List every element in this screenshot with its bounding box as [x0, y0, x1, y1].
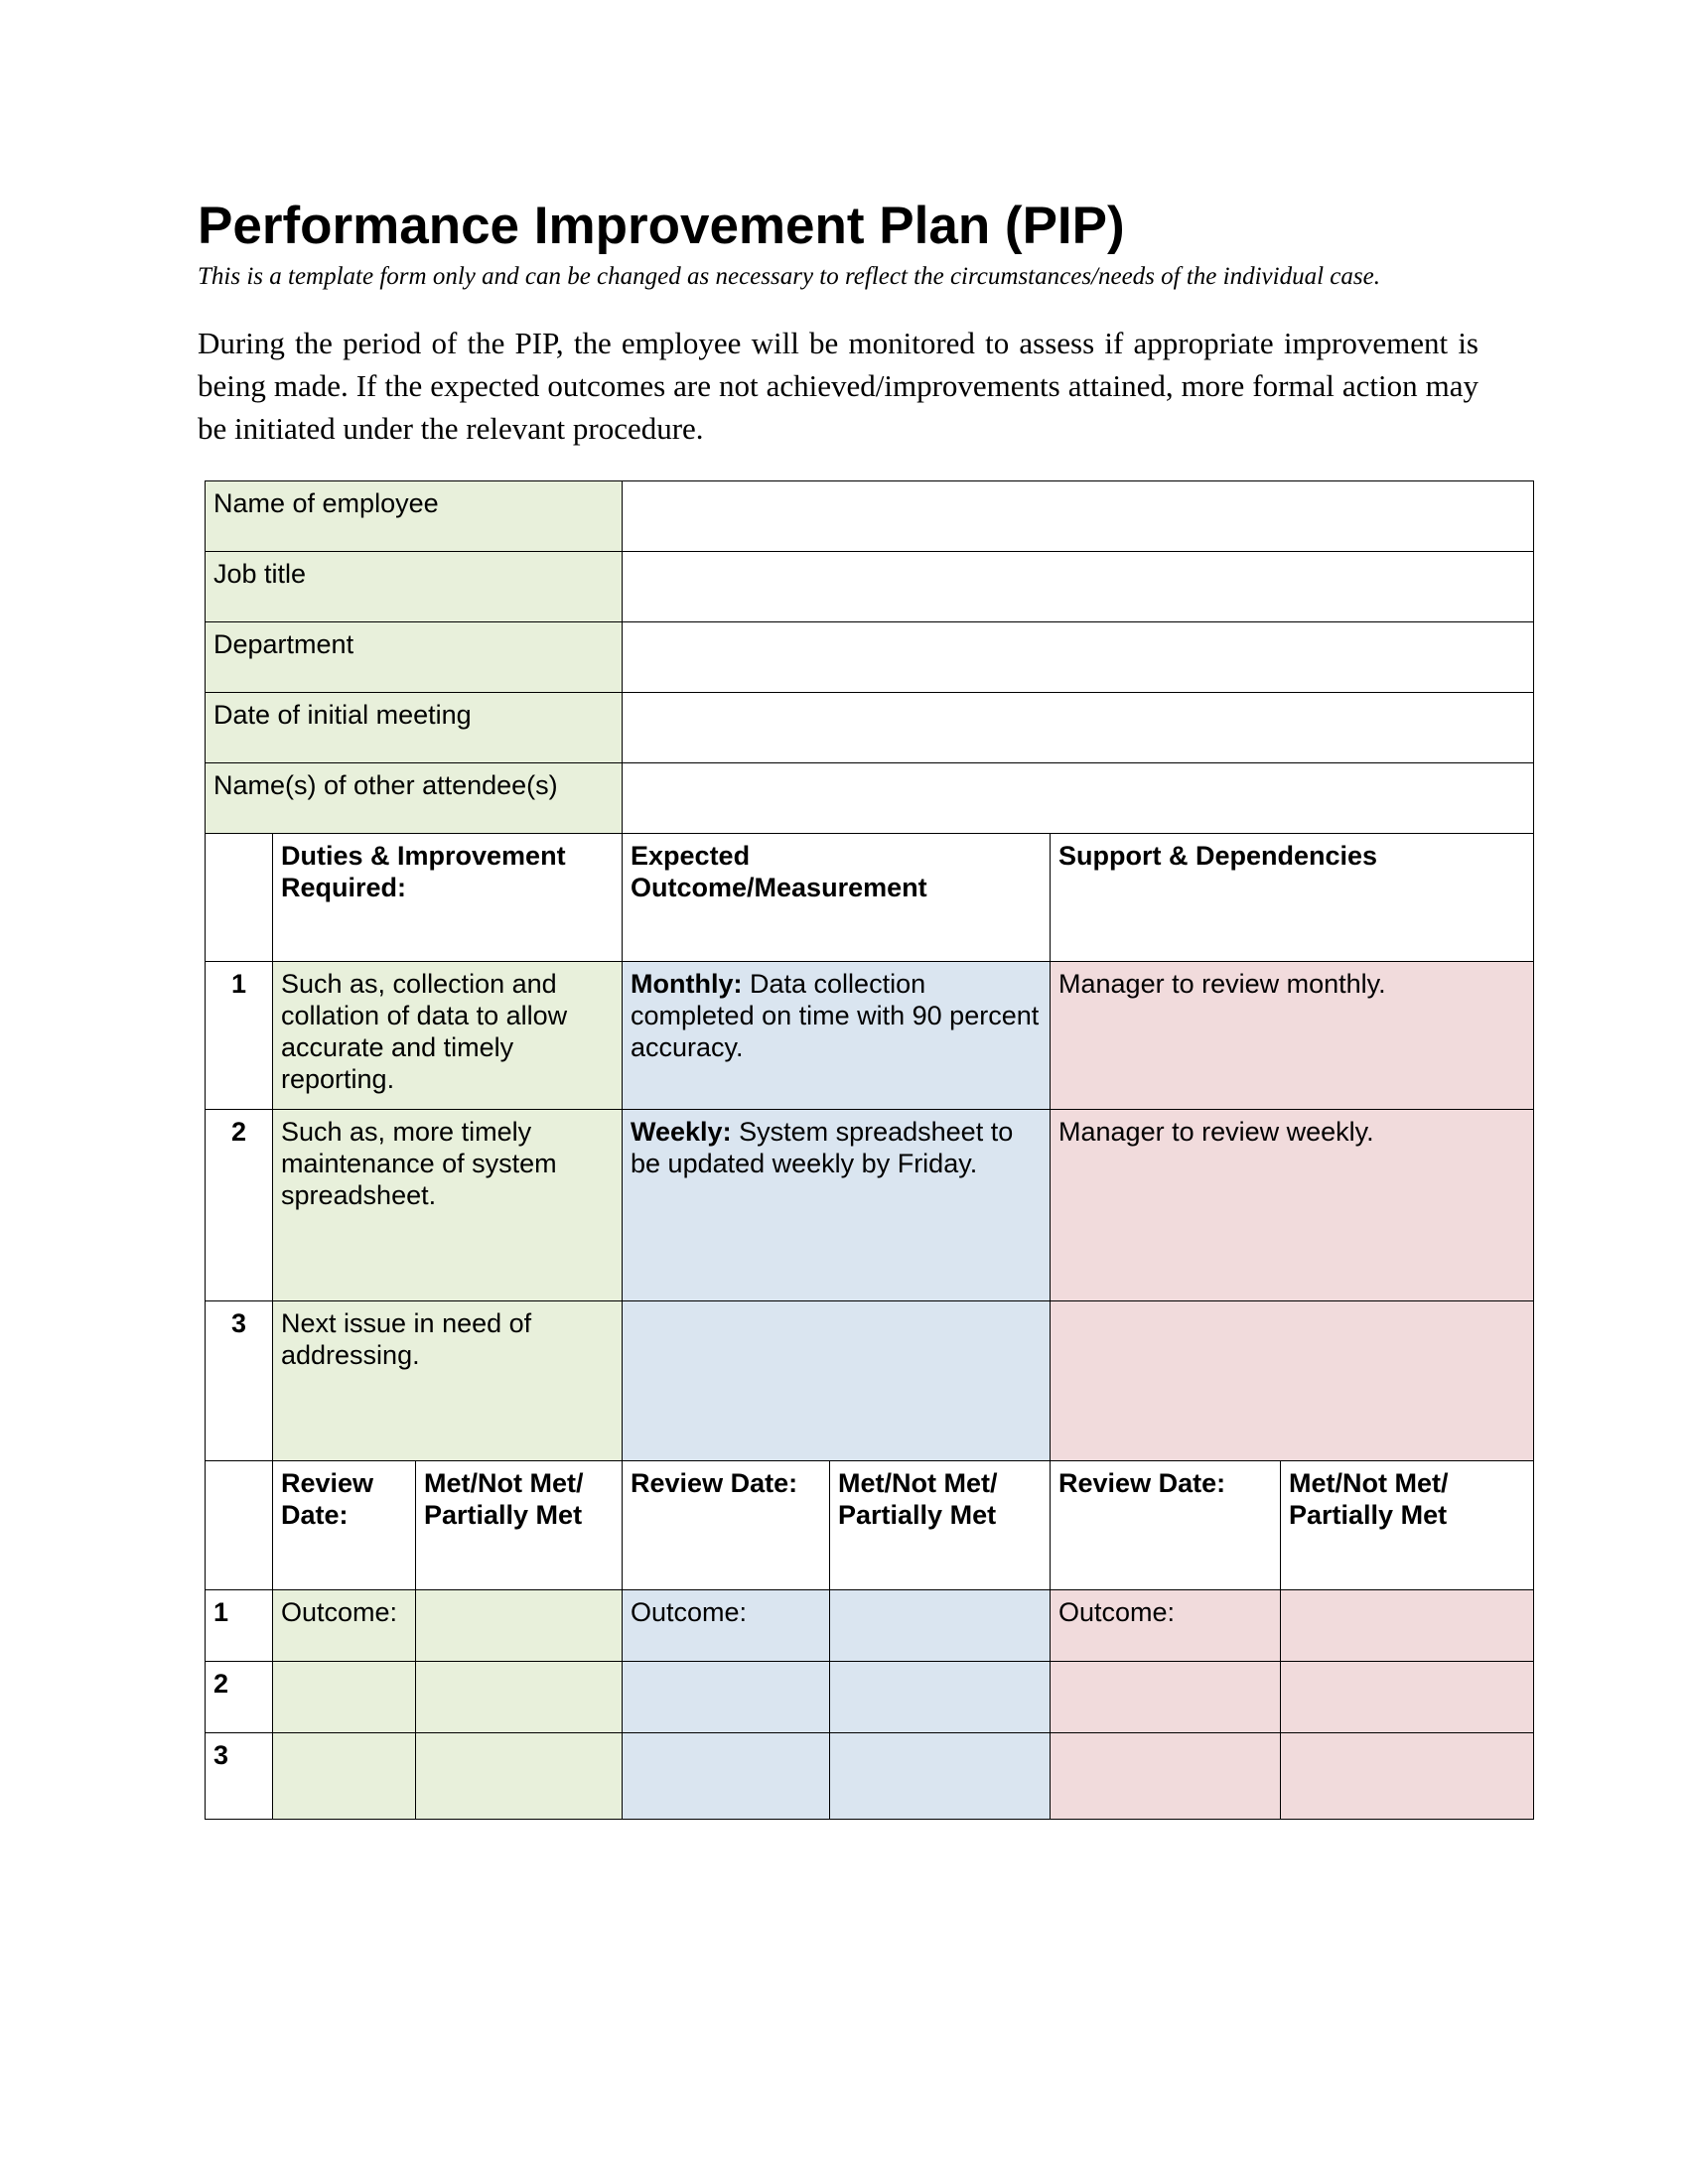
plan-row-number: 3 [206, 1301, 273, 1461]
plan-row [206, 1301, 1534, 1461]
review-date-header: Review Date: [273, 1461, 416, 1590]
review-outcome-cell[interactable]: Outcome: [1051, 1590, 1281, 1662]
info-row-date [206, 693, 1534, 763]
plan-row [206, 962, 1534, 1110]
review-row-number: 3 [206, 1733, 273, 1820]
review-outcome-cell[interactable] [273, 1733, 416, 1820]
review-row-number: 1 [206, 1590, 273, 1662]
review-met-cell[interactable] [830, 1733, 1051, 1820]
job-title-field[interactable] [623, 552, 1534, 622]
review-met-cell[interactable] [1281, 1590, 1534, 1662]
outcome-frequency-label: Weekly: [631, 1117, 732, 1147]
review-met-cell[interactable] [1281, 1733, 1534, 1820]
review-row [206, 1733, 1534, 1820]
review-date-header: Review Date: [1051, 1461, 1281, 1590]
outcome-text: Data collection completed on time with 90 percent accuracy. [631, 969, 1040, 1062]
support-dependencies-header: Support & Dependencies [1051, 834, 1534, 962]
duty-cell[interactable]: Such as, collection and collation of data to allow accurate and timely reporting. [273, 962, 623, 1110]
met-status-header: Met/Not Met/ Partially Met [1281, 1461, 1534, 1590]
outcome-cell[interactable] [623, 1301, 1051, 1461]
review-row [206, 1662, 1534, 1733]
job-title-label: Job title [206, 552, 623, 622]
duties-header: Duties & Improvement Required: [273, 834, 623, 962]
template-note: This is a template form only and can be changed as necessary to reflect the circumstances/needs of the individual case. [198, 263, 1380, 290]
review-met-cell[interactable] [416, 1590, 623, 1662]
review-outcome-cell[interactable] [1051, 1662, 1281, 1733]
pip-table [205, 480, 1534, 1820]
review-outcome-cell[interactable] [1051, 1733, 1281, 1820]
plan-header-row [206, 834, 1534, 962]
attendees-label: Name(s) of other attendee(s) [206, 763, 623, 834]
info-row-department [206, 622, 1534, 693]
support-cell[interactable] [1051, 1301, 1534, 1461]
review-met-cell[interactable] [1281, 1662, 1534, 1733]
review-header-row [206, 1461, 1534, 1590]
review-met-cell[interactable] [416, 1733, 623, 1820]
outcome-cell[interactable] [623, 1110, 1051, 1301]
duty-cell[interactable]: Next issue in need of addressing. [273, 1301, 623, 1461]
name-of-employee-field[interactable] [623, 481, 1534, 552]
outcome-frequency-label: Monthly: [631, 969, 743, 999]
review-outcome-cell[interactable]: Outcome: [273, 1590, 416, 1662]
name-of-employee-label: Name of employee [206, 481, 623, 552]
department-field[interactable] [623, 622, 1534, 693]
plan-row-number: 2 [206, 1110, 273, 1301]
info-row-attendees [206, 763, 1534, 834]
review-row [206, 1590, 1534, 1662]
review-row-number: 2 [206, 1662, 273, 1733]
outcome-cell[interactable] [623, 962, 1051, 1110]
outcome-text: System spreadsheet to be updated weekly by Friday. [631, 1117, 1014, 1178]
plan-header-number-cell [206, 834, 273, 962]
info-row-name [206, 481, 1534, 552]
plan-row-number: 1 [206, 962, 273, 1110]
met-status-header: Met/Not Met/ Partially Met [830, 1461, 1051, 1590]
duty-cell[interactable]: Such as, more timely maintenance of system spreadsheet. [273, 1110, 623, 1301]
info-row-job [206, 552, 1534, 622]
intro-paragraph: During the period of the PIP, the employee will be monitored to assess if appropriate improvement is being made. If the expected outcomes are not achieved/improvements attained, more formal action may be initiated under the relevant procedure. [198, 326, 1478, 446]
page-title: Performance Improvement Plan (PIP) [198, 197, 1125, 255]
review-met-cell[interactable] [830, 1662, 1051, 1733]
review-outcome-cell[interactable] [623, 1662, 830, 1733]
initial-meeting-date-label: Date of initial meeting [206, 693, 623, 763]
review-met-cell[interactable] [416, 1662, 623, 1733]
department-label: Department [206, 622, 623, 693]
review-outcome-cell[interactable] [623, 1733, 830, 1820]
plan-row [206, 1110, 1534, 1301]
met-status-header: Met/Not Met/ Partially Met [416, 1461, 623, 1590]
review-header-number-cell [206, 1461, 273, 1590]
review-outcome-cell[interactable]: Outcome: [623, 1590, 830, 1662]
expected-outcome-header: Expected Outcome/Measurement [623, 834, 1051, 962]
initial-meeting-date-field[interactable] [623, 693, 1534, 763]
support-cell[interactable]: Manager to review monthly. [1051, 962, 1534, 1110]
review-met-cell[interactable] [830, 1590, 1051, 1662]
review-date-header: Review Date: [623, 1461, 830, 1590]
attendees-field[interactable] [623, 763, 1534, 834]
support-cell[interactable]: Manager to review weekly. [1051, 1110, 1534, 1301]
review-outcome-cell[interactable] [273, 1662, 416, 1733]
